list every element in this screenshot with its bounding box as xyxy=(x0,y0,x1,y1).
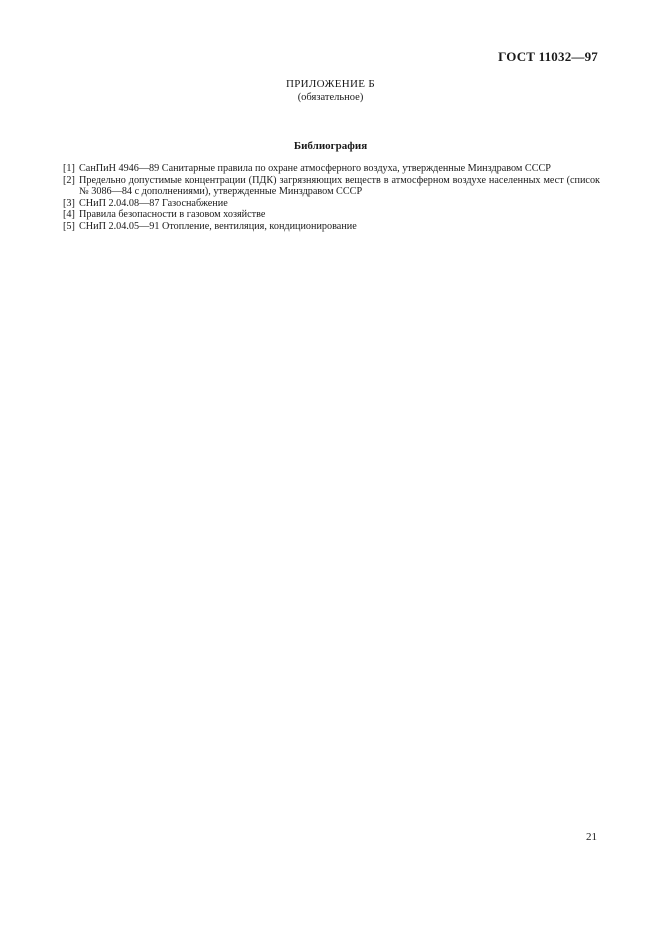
appendix-title: ПРИЛОЖЕНИЕ Б xyxy=(286,78,375,90)
appendix-heading xyxy=(0,78,661,104)
page-number: 21 xyxy=(586,831,597,843)
bibliography-item-text: СанПиН 4946—89 Санитарные правила по охране атмосферного воздуха, утвержденные Минздравом СССР xyxy=(79,163,551,174)
bibliography-item xyxy=(63,175,600,198)
bibliography-item-text: СНиП 2.04.08—87 Газоснабжение xyxy=(79,197,228,209)
bibliography-item-text: Правила безопасности в газовом хозяйстве xyxy=(79,209,266,220)
document-code: ГОСТ 11032—97 xyxy=(498,49,598,64)
bibliography-item-text: СНиП 2.04.05—91 Отопление, вентиляция, кондиционирование xyxy=(79,220,357,232)
appendix-subtitle: (обязательное) xyxy=(297,92,364,103)
bibliography-item xyxy=(63,209,600,221)
bibliography-item-number: [5] xyxy=(63,220,75,232)
bibliography-item-number: [1] xyxy=(63,163,75,174)
bibliography-item-number: [2] xyxy=(63,174,75,186)
bibliography-list xyxy=(63,163,600,232)
bibliography-item-text: Предельно допустимые концентрации (ПДК) загрязняющих веществ в атмосферном воздухе населенных мест (список № 3086—84 с дополнениями), утвержденные Минздравом СССР xyxy=(79,174,600,197)
bibliography-item-number: [4] xyxy=(63,209,75,220)
bibliography-item xyxy=(63,221,600,233)
bibliography-item xyxy=(63,198,600,210)
bibliography-title: Библиография xyxy=(293,140,368,152)
bibliography-item xyxy=(63,163,600,175)
bibliography-item-number: [3] xyxy=(63,197,75,209)
